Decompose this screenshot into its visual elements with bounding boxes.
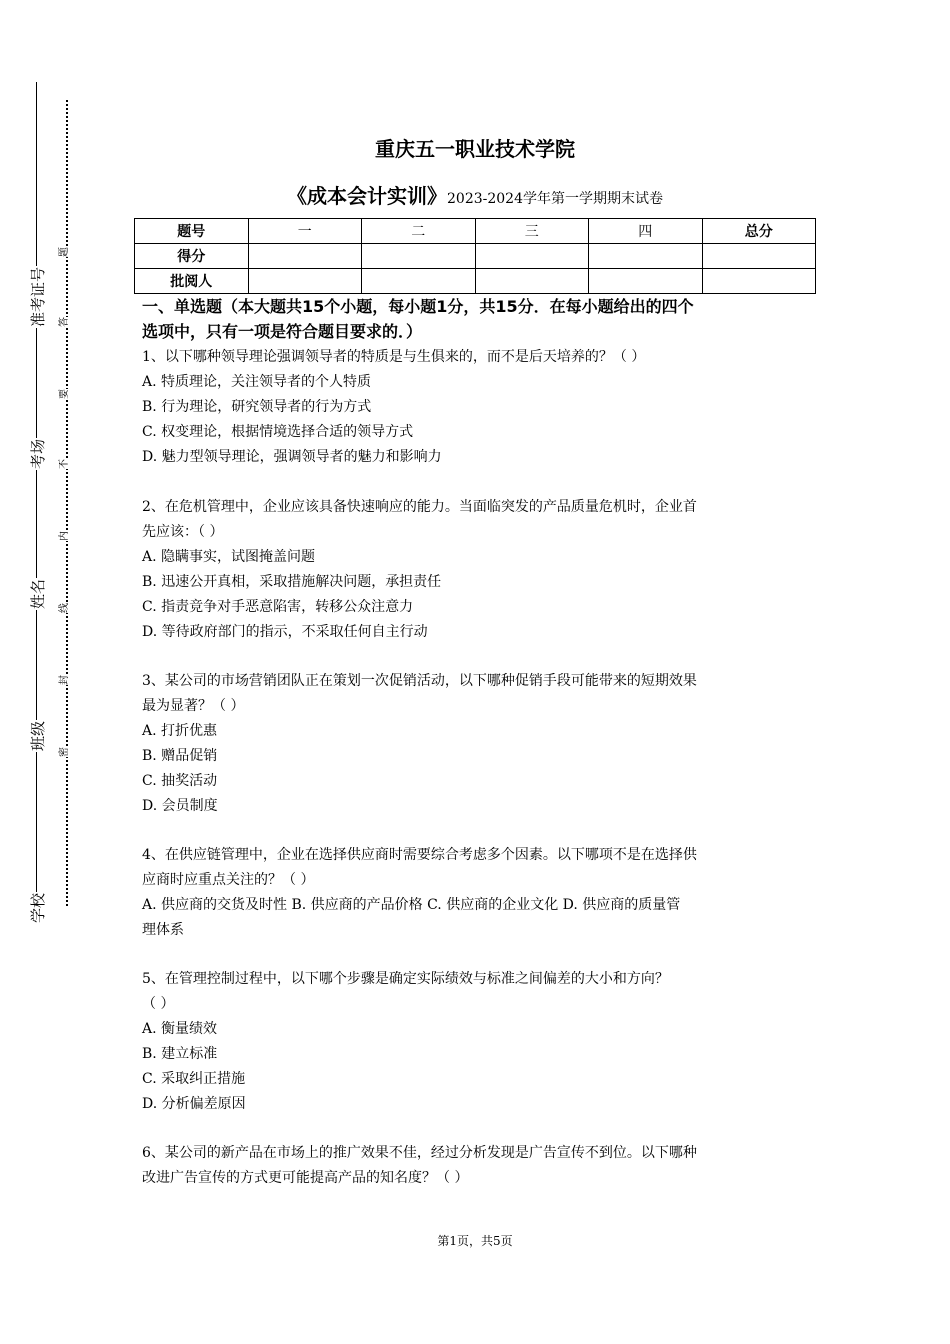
course-title: 《成本会计实训》 xyxy=(287,184,447,208)
score-table-header: 总分 xyxy=(702,219,816,244)
seal-char: 答 xyxy=(59,317,70,327)
question-option: B. 行为理论，研究领导者的行为方式 xyxy=(142,399,372,415)
score-table-header: 四 xyxy=(589,219,703,244)
score-row-label: 得分 xyxy=(135,244,249,269)
reviewer-row xyxy=(135,269,816,294)
question-stem: 先应该：（ ） xyxy=(142,524,224,540)
question-stem: 改进广告宣传的方式更可能提高产品的知名度？（ ） xyxy=(142,1170,469,1186)
exam-number-label: 准考证号 xyxy=(29,266,47,327)
reviewer-cell[interactable] xyxy=(475,269,589,294)
name-label: 姓名 xyxy=(29,578,47,609)
question-option: A. 特质理论，关注领导者的个人特质 xyxy=(142,374,372,390)
seal-char: 内 xyxy=(59,531,70,541)
question-stem: 1、以下哪种领导理论强调领导者的特质是与生俱来的，而不是后天培养的？（ ） xyxy=(142,349,646,365)
question-option: C. 权变理论，根据情境选择合适的领导方式 xyxy=(142,424,414,440)
question-stem: 4、在供应链管理中，企业在选择供应商时需要综合考虑多个因素。以下哪项不是在选择供 xyxy=(142,847,697,863)
score-table-header: 一 xyxy=(248,219,362,244)
question-option: B. 赠品促销 xyxy=(142,748,218,764)
question-option: A. 隐瞒事实，试图掩盖问题 xyxy=(142,549,316,565)
question-option: B. 迅速公开真相，采取措施解决问题，承担责任 xyxy=(142,574,442,590)
question-option: D. 会员制度 xyxy=(142,798,218,814)
question-stem: 5、在管理控制过程中，以下哪个步骤是确定实际绩效与标准之间偏差的大小和方向？ xyxy=(142,971,669,987)
question-stem: 最为显著？（ ） xyxy=(142,698,245,714)
question-stem: 应商时应重点关注的？（ ） xyxy=(142,872,315,888)
question-2 xyxy=(142,495,812,645)
question-1 xyxy=(142,345,812,470)
score-table-header-row xyxy=(135,219,816,244)
seal-char: 封 xyxy=(59,675,70,685)
section-heading xyxy=(142,294,818,344)
question-option: C. 采取纠正措施 xyxy=(142,1071,246,1087)
reviewer-cell[interactable] xyxy=(702,269,816,294)
question-option: B. 建立标准 xyxy=(142,1046,218,1062)
binding-dotted-line xyxy=(66,100,68,906)
seal-char: 题 xyxy=(59,247,70,257)
exam-title xyxy=(134,180,816,209)
question-option: D. 等待政府部门的指示，不采取任何自主行动 xyxy=(142,624,428,640)
question-option: A. 衡量绩效 xyxy=(142,1021,218,1037)
score-cell[interactable] xyxy=(362,244,476,269)
score-table-header: 题号 xyxy=(135,219,249,244)
reviewer-cell[interactable] xyxy=(589,269,703,294)
question-stem: 2、在危机管理中，企业应该具备快速响应的能力。当面临突发的产品质量危机时，企业首 xyxy=(142,499,697,515)
question-option: C. 指责竞争对手恶意陷害，转移公众注意力 xyxy=(142,599,414,615)
question-option: A. 打折优惠 xyxy=(142,723,218,739)
score-table-header: 二 xyxy=(362,219,476,244)
question-stem: 3、某公司的市场营销团队正在策划一次促销活动，以下哪种促销手段可能带来的短期效果 xyxy=(142,673,697,689)
question-4 xyxy=(142,843,812,943)
question-option: C. 抽奖活动 xyxy=(142,773,218,789)
question-6 xyxy=(142,1141,812,1191)
score-cell[interactable] xyxy=(248,244,362,269)
question-3 xyxy=(142,669,812,819)
school-title: 重庆五一职业技术学院 xyxy=(375,137,575,161)
question-stem: A. 供应商的交货及时性 B. 供应商的产品价格 C. 供应商的企业文化 D. 供应商的质量管 xyxy=(142,897,681,913)
score-table-header: 三 xyxy=(475,219,589,244)
question-option: D. 分析偏差原因 xyxy=(142,1096,246,1112)
score-cell[interactable] xyxy=(702,244,816,269)
score-cell[interactable] xyxy=(475,244,589,269)
question-option: D. 魅力型领导理论，强调领导者的魅力和影响力 xyxy=(142,449,442,465)
seal-char: 密 xyxy=(59,747,70,757)
question-stem: 6、某公司的新产品在市场上的推广效果不佳，经过分析发现是广告宣传不到位。以下哪种 xyxy=(142,1145,697,1161)
page-footer: 第1页，共5页 xyxy=(437,1234,513,1248)
score-table xyxy=(134,218,816,294)
score-row xyxy=(135,244,816,269)
score-cell[interactable] xyxy=(589,244,703,269)
reviewer-cell[interactable] xyxy=(362,269,476,294)
question-stem: （ ） xyxy=(142,996,175,1012)
binding-solid-line xyxy=(36,82,37,922)
reviewer-row-label: 批阅人 xyxy=(135,269,249,294)
class-label: 班级 xyxy=(29,720,47,751)
seal-char: 不 xyxy=(59,459,70,469)
reviewer-cell[interactable] xyxy=(248,269,362,294)
question-5 xyxy=(142,967,812,1117)
exam-room-label: 考场 xyxy=(29,438,47,469)
section-heading-line: 选项中，只有一项是符合题目要求的．） xyxy=(142,322,423,341)
section-heading-line: 一、单选题（本大题共15个小题，每小题1分，共15分．在每小题给出的四个 xyxy=(142,297,694,316)
binding-strip xyxy=(0,0,110,1344)
question-stem: 理体系 xyxy=(142,922,184,938)
school-label: 学校 xyxy=(29,892,47,923)
term-title: 2023-2024学年第一学期期末试卷 xyxy=(447,191,663,207)
seal-char: 要 xyxy=(59,389,70,399)
seal-char: 线 xyxy=(59,603,70,613)
